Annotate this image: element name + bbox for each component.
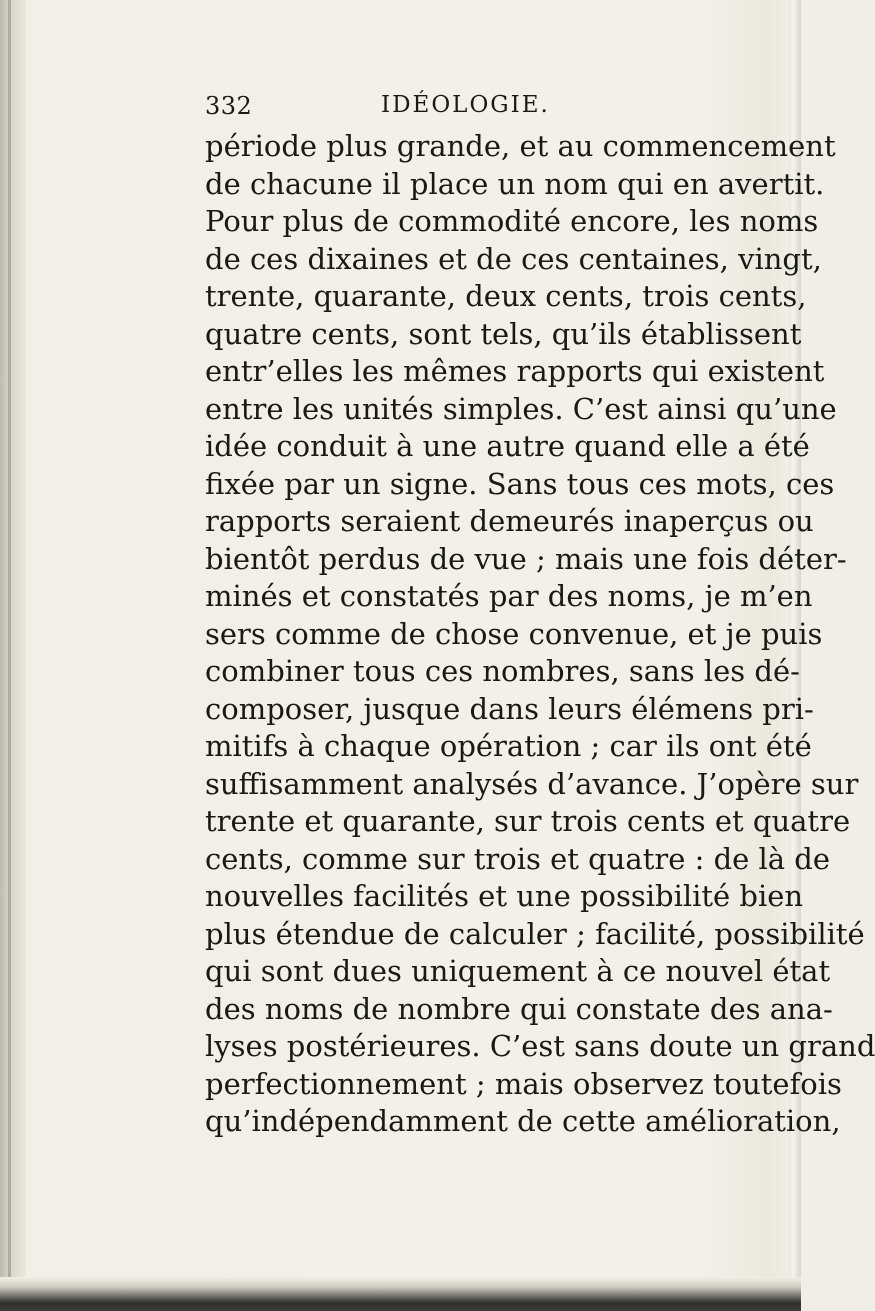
text-line: sers comme de chose convenue, et je puis (205, 616, 823, 651)
binding-gutter (0, 0, 26, 1311)
text-line: entre les unités simples. C’est ainsi qu’une (205, 391, 837, 426)
text-line: période plus grande, et au commencement (205, 129, 836, 163)
text-line: des noms de nombre qui constate des ana- (205, 991, 833, 1026)
text-line: trente et quarante, sur trois cents et quatre (205, 804, 851, 838)
body-text (205, 128, 875, 1141)
page-number: 332 (205, 92, 253, 120)
text-line: composer, jusque dans leurs élémens pri- (205, 691, 814, 726)
text-line: nouvelles facilités et une possibilité bien (205, 879, 804, 913)
text-line: suffisamment analysés d’avance. J’opère sur (205, 766, 859, 801)
gutter-shadow-line (8, 0, 11, 1311)
text-line: Pour plus de commodité encore, les noms (205, 204, 819, 238)
text-line: combiner tous ces nombres, sans les dé- (205, 654, 800, 688)
running-title: IDÉOLOGIE. (381, 92, 550, 118)
page-header (205, 92, 795, 132)
text-line: rapports seraient demeurés inaperçus ou (205, 504, 814, 538)
text-line: qui sont dues uniquement à ce nouvel état (205, 954, 831, 988)
text-line: trente, quarante, deux cents, trois cents, (205, 279, 807, 313)
text-line: perfectionnement ; mais observez toutefois (205, 1066, 842, 1101)
text-line: mitifs à chaque opération ; car ils ont été (205, 729, 812, 763)
text-line: plus étendue de calculer ; facilité, possibilité (205, 916, 865, 951)
text-line: fixée par un signe. Sans tous ces mots, ces (205, 466, 835, 501)
text-line: bientôt perdus de vue ; mais une fois déter- (205, 541, 847, 576)
text-line: minés et constatés par des noms, je m’en (205, 579, 813, 613)
scan-bottom-edge (0, 1277, 801, 1311)
text-line: quatre cents, sont tels, qu’ils établissent (205, 316, 802, 351)
text-line: qu’indépendamment de cette amélioration, (205, 1104, 841, 1138)
text-line: cents, comme sur trois et quatre : de là de (205, 841, 831, 876)
text-line: de ces dixaines et de ces centaines, vingt, (205, 241, 822, 276)
text-line: entr’elles les mêmes rapports qui existent (205, 354, 825, 388)
text-line: lyses postérieures. C’est sans doute un grand (205, 1029, 875, 1063)
text-line: idée conduit à une autre quand elle a été (205, 429, 810, 463)
text-line: de chacune il place un nom qui en avertit. (205, 166, 825, 201)
